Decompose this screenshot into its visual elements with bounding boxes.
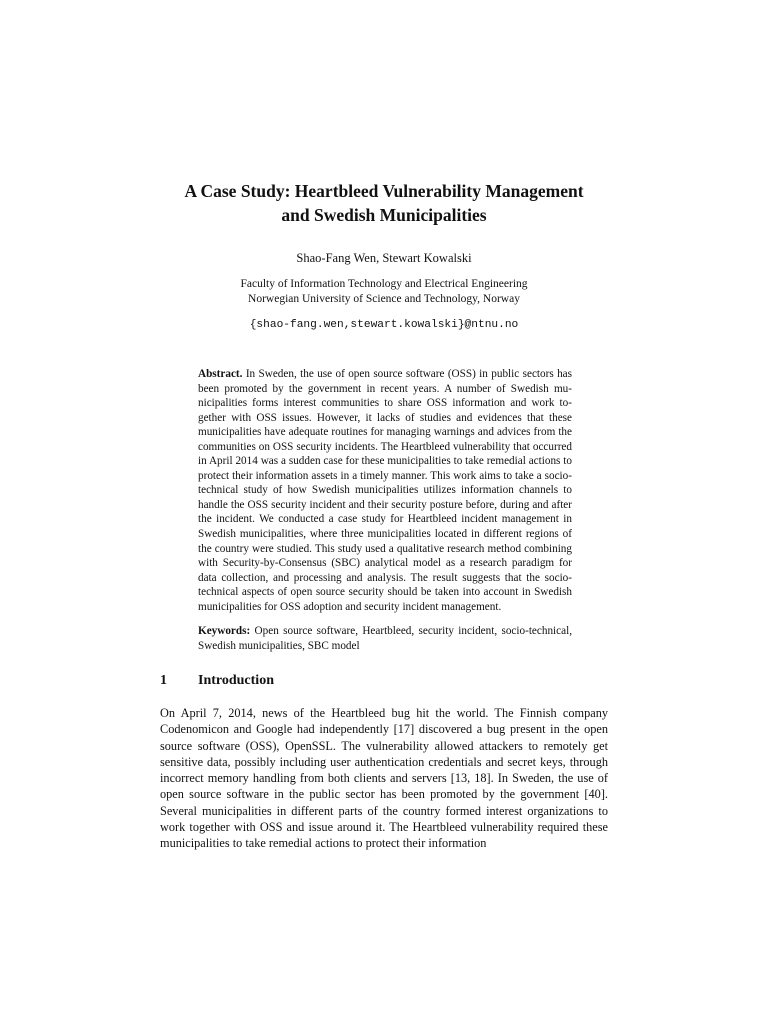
section-number: 1 [160, 673, 167, 688]
title-line-2: and Swedish Municipalities [281, 205, 487, 225]
abstract-label: Abstract. [198, 368, 243, 380]
keywords-text: Open source software, Heartbleed, security incident, socio-technical, Swedish municipalities, SBC model [198, 625, 572, 652]
abstract [198, 367, 572, 614]
paper-title [120, 179, 648, 227]
affiliation-line-2: Norwegian University of Science and Technology, Norway [248, 293, 520, 305]
author-list: Shao-Fang Wen, Stewart Kowalski [296, 251, 472, 265]
section-heading [160, 672, 608, 690]
affiliation-line-1: Faculty of Information Technology and Electrical Engineering [240, 278, 528, 290]
abstract-text: In Sweden, the use of open source software (OSS) in public sectors has been promoted by the government in recent years. A number of Swedish municipalities forms interest communities to share OSS information and work together with OSS issues. However, it lacks of studies and evidences that these municipalities have adequate routines for managing warnings and advices from the communities on OSS security incidents. The Heartbleed vulnerability that occurred in April 2014 was a sudden case for these municipalities to take remedial actions to protect their information assets in a timely manner. This work aims to take a socio-technical study of how Swedish municipalities utilizes information channels to handle the OSS security incident and their security posture before, during and after the incident. We conducted a case study for Heartbleed incident management in Swedish municipalities, where three municipalities located in different regions of the country were studied. This study used a qualitative research method combining with Security-by-Consensus (SBC) analytical model as a research paradigm for data collection, and processing and analysis. The result suggests that the socio-technical aspects of open source security should be taken into account in Swedish municipalities for OSS adoption and security incident management. [198, 368, 572, 613]
title-line-1: A Case Study: Heartbleed Vulnerability Management [184, 181, 584, 201]
keywords-label: Keywords: [198, 625, 251, 637]
section-title: Introduction [198, 673, 274, 688]
author-email: {shao-fang.wen,stewart.kowalski}@ntnu.no [249, 319, 519, 331]
keywords [198, 624, 572, 654]
affiliation [120, 277, 648, 307]
intro-paragraph: On April 7, 2014, news of the Heartbleed bug hit the world. The Finnish company Codenomicon and Google had independently [17] discovered a bug present in the open source software (OSS), OpenSSL. The vulnerability allowed attackers to remotely get sensitive data, possibly including user authentication credentials and secret keys, through incorrect memory handling from both clients and servers [13, 18]. In Sweden, the use of open source software in the public sector has been promoted by the government [40]. Several municipalities in different parts of the country formed interest organizations to work together with OSS and issue around it. The Heartbleed vulnerability required these municipalities to take remedial actions to protect their information [160, 706, 608, 851]
